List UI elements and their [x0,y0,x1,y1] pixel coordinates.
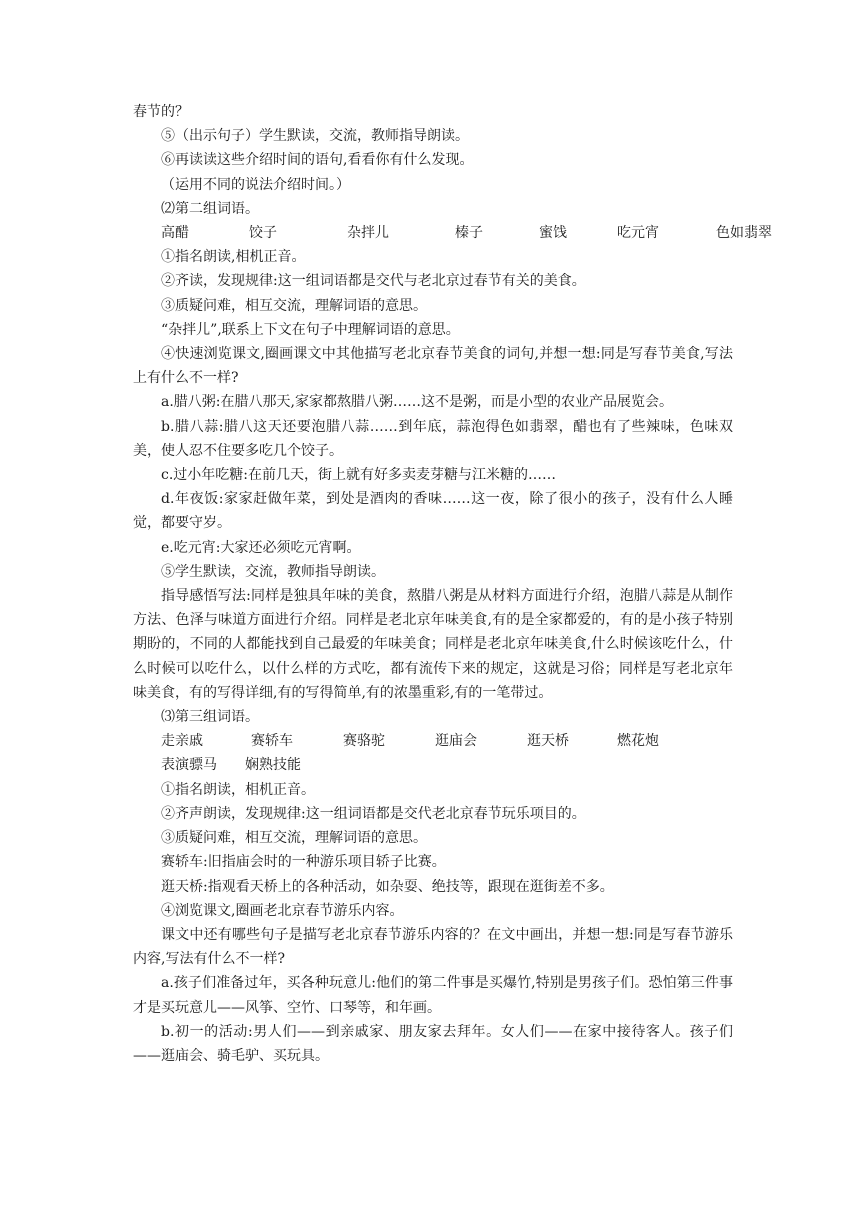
paragraph: ⑤学生默读，交流，教师指导朗读。 [161,563,385,580]
vocabulary-word: 燃花炮 [617,733,659,750]
vocabulary-row [133,729,733,753]
paragraph: “杂拌儿”,联系上下文在句子中理解词语的意思。 [161,321,460,338]
paragraph: ②齐声朗读，发现规律:这一组词语都是交代老北京春节玩乐项目的。 [161,805,586,822]
vocabulary-word: 赛轿车 [251,733,293,750]
paragraph: ③质疑问难，相互交流，理解词语的意思。 [161,830,427,847]
vocabulary-word: 榛子 [455,225,483,242]
vocabulary-word: 高醋 [161,225,189,242]
vocabulary-word: 走亲戚 [161,733,203,750]
vocabulary-row [133,221,772,245]
paragraph: a.腊八粥:在腊八那天,家家都熬腊八粥……这不是粥，而是小型的农业产品展览会。 [161,394,673,411]
paragraph: ①指名朗读，相机正音。 [161,781,315,798]
paragraph: 课文中还有哪些句子是描写老北京春节游乐内容的？在文中画出，并想一想:同是写春节游乐内容,写法有什么不一样? [133,926,733,968]
paragraph: ④浏览课文,圈画老北京春节游乐内容。 [161,902,404,919]
document-page [133,100,772,1068]
paragraph: b.腊八蒜:腊八这天还要泡腊八蒜……到年底，蒜泡得色如翡翠，醋也有了些辣味，色味双美，使人忍不住要多吃几个饺子。 [133,418,733,459]
paragraph: ⑵第二组词语。 [161,200,259,217]
paragraph: 指导感悟写法:同样是独具年味的美食，熬腊八粥是从材料方面进行介绍，泡腊八蒜是从制作方法、色泽与味道方面进行介绍。同样是老北京年味美食,有的是全家都爱的，有的是小孩子特别期盼的，不同的人都能找到自己最爱的年味美食；同样是老北京年味美食,什么时候该吃什么，什么时候可以吃什么，以什么样的方式吃，都有流传下来的规定，这就是习俗；同样是写老北京年味美食，有的写得详细,有的写得简单,有的浓墨重彩,有的一笔带过。 [133,588,733,701]
vocabulary-word: 娴熟技能 [245,757,301,774]
vocabulary-row [133,753,733,777]
vocabulary-word: 逛庙会 [435,733,477,750]
paragraph: ⑤（出示句子）学生默读，交流，教师指导朗读。 [161,128,469,145]
paragraph: d.年夜饭:家家赶做年菜，到处是酒肉的香味……这一夜，除了很小的孩子，没有什么人睡觉，都要守岁。 [133,491,733,532]
vocabulary-word: 赛骆驼 [343,733,385,750]
paragraph: ①指名朗读,相机正音。 [161,249,306,266]
paragraph: ③质疑问难，相互交流，理解词语的意思。 [161,297,427,314]
vocabulary-word: 色如翡翠 [716,225,772,242]
paragraph: ⑥再读读这些介绍时间的语句,看看你有什么发现。 [161,152,474,169]
paragraph: 赛轿车:旧指庙会时的一种游乐项目轿子比赛。 [161,854,446,871]
vocabulary-word: 逛天桥 [527,733,569,750]
paragraph: 春节的？ [133,104,189,120]
paragraph: a.孩子们准备过年，买各种玩意儿:他们的第二件事是买爆竹,特别是男孩子们。恐怕第三件事才是买玩意儿——风筝、空竹、口琴等，和年画。 [133,975,733,1016]
vocabulary-word: 蜜饯 [539,225,567,242]
paragraph: c.过小年吃糖:在前几天，街上就有好多卖麦芽糖与江米糖的…… [161,467,557,484]
paragraph: e.吃元宵:大家还必须吃元宵啊。 [161,539,361,556]
vocabulary-word: 吃元宵 [617,225,659,242]
paragraph: （运用不同的说法介绍时间。） [161,176,350,193]
vocabulary-word: 饺子 [249,225,277,242]
paragraph: b.初一的活动:男人们——到亲戚家、朋友家去拜年。女人们——在家中接待客人。孩子们——逛庙会、骑毛驴、买玩具。 [133,1023,733,1064]
vocabulary-word: 表演骠马 [161,757,217,774]
paragraph: ④快速浏览课文,圈画课文中其他描写老北京春节美食的词句,并想一想:同是写春节美食,写法上有什么不一样? [133,346,733,387]
paragraph: ②齐读，发现规律:这一组词语都是交代与老北京过春节有关的美食。 [161,273,586,290]
paragraph: ⑶第三组词语。 [161,709,259,726]
paragraph: 逛天桥:指观看天桥上的各种活动，如杂耍、绝技等，跟现在逛街差不多。 [161,878,614,895]
vocabulary-word: 杂拌儿 [347,225,389,242]
